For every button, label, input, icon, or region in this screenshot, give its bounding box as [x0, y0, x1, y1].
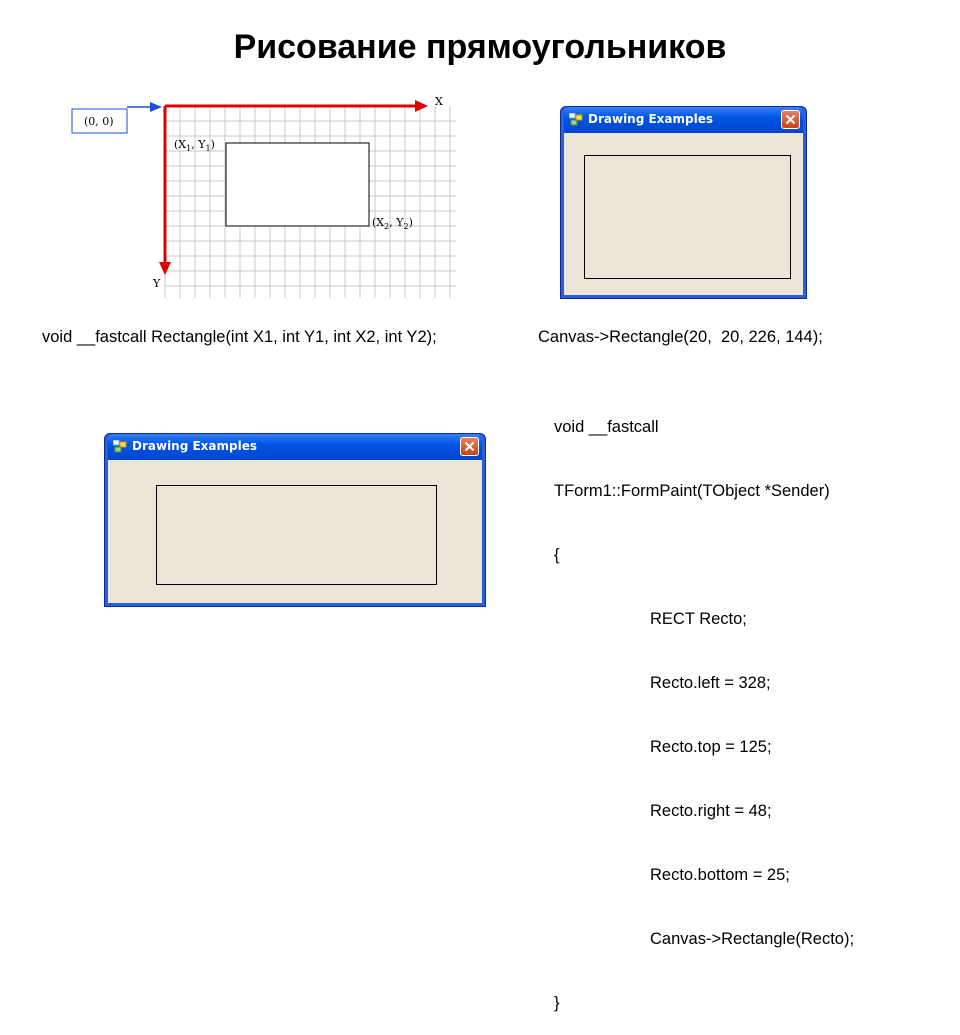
drawing-examples-window-bottom	[104, 433, 486, 607]
slide-title: Рисование прямоугольников	[233, 28, 727, 66]
close-icon	[461, 438, 478, 455]
code-line: Recto.right = 48;	[650, 802, 772, 820]
code-line: TForm1::FormPaint(TObject *Sender)	[554, 482, 830, 500]
rectangle-signature: void __fastcall Rectangle(int X1, int Y1, int X2, int Y2);	[42, 328, 437, 346]
code-line: Canvas->Rectangle(Recto);	[650, 930, 855, 948]
drawing-examples-window-top	[560, 106, 807, 299]
origin-pointer-arrowhead	[150, 102, 162, 112]
code-line: RECT Recto;	[650, 610, 747, 628]
example-rectangle	[226, 143, 369, 226]
code-line: Recto.left = 328;	[650, 674, 771, 692]
close-icon	[782, 111, 799, 128]
window-title: Drawing Examples	[588, 112, 714, 126]
y-axis-arrowhead	[159, 262, 171, 275]
app-icon	[569, 113, 583, 126]
p2-label: ($X_2$, $Y_2$)	[372, 216, 413, 231]
code-line: void __fastcall	[554, 418, 659, 436]
code-line: Recto.bottom = 25;	[650, 866, 790, 884]
window-client-area	[108, 460, 482, 603]
code-line: }	[554, 994, 560, 1012]
p1-label: ($X_1$, $Y_1$)	[174, 138, 215, 153]
app-icon	[113, 440, 127, 453]
close-button[interactable]	[460, 437, 479, 456]
code-line: {	[554, 546, 560, 564]
window-title: Drawing Examples	[132, 439, 258, 453]
x-axis-arrowhead	[415, 100, 428, 112]
close-button[interactable]	[781, 110, 800, 129]
y-axis-label: Y	[153, 277, 161, 290]
coordinate-diagram	[60, 90, 460, 305]
code-line: Recto.top = 125;	[650, 738, 772, 756]
drawn-rectangle	[584, 155, 791, 279]
window-titlebar[interactable]	[108, 434, 482, 460]
formpaint-code-block	[554, 376, 854, 1035]
window-client-area	[564, 133, 803, 295]
window-titlebar[interactable]	[564, 107, 803, 133]
canvas-rectangle-call: Canvas->Rectangle(20, 20, 226, 144);	[538, 328, 823, 346]
origin-label: (0, 0)	[84, 115, 114, 128]
drawn-rectangle	[156, 485, 437, 585]
x-axis-label: X	[435, 95, 443, 108]
